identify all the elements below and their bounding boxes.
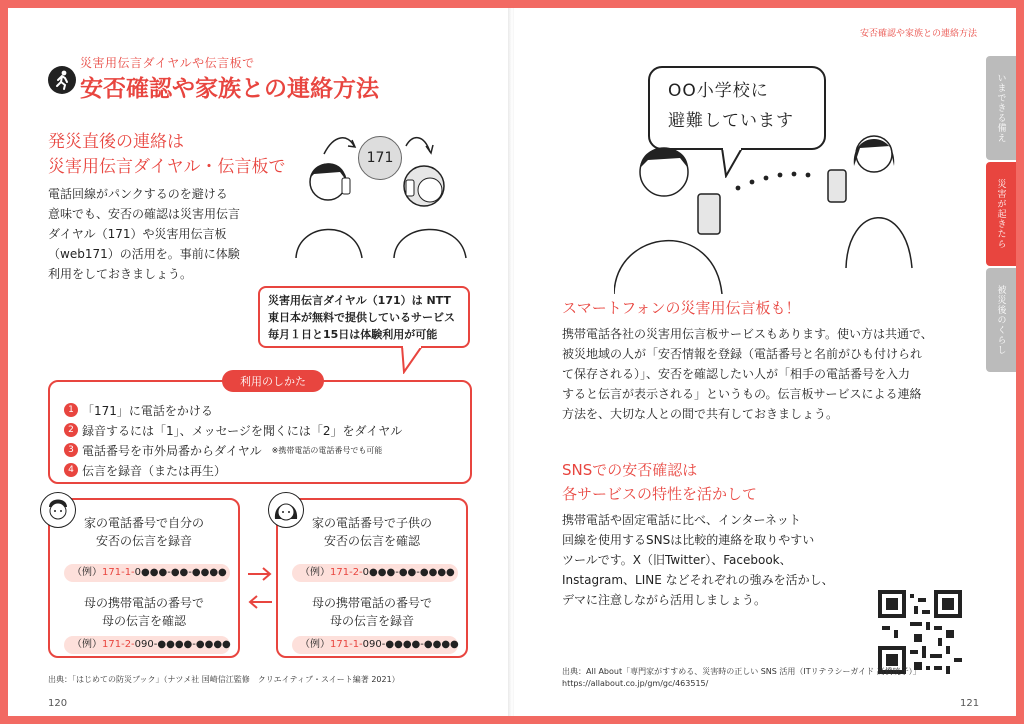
card-text-line: 母の伝言を確認 bbox=[101, 614, 186, 628]
paragraph-line: デマに注意しながら活用しましょう。 bbox=[562, 593, 767, 607]
smartphone-message-illustration bbox=[614, 128, 914, 294]
section-heading-smartphone: スマートフォンの災害用伝言板も！ bbox=[562, 299, 801, 317]
paragraph-line: 回線を使用するSNSは比較的連絡を取りやすい bbox=[562, 533, 815, 547]
example-rest: 0●●●-●●-●●●● bbox=[362, 567, 455, 578]
callout-line: 毎月１日と15日は体験利用が可能 bbox=[268, 328, 438, 341]
step-note: ※携帯電話の電話番号でも可能 bbox=[271, 445, 383, 455]
example-number bbox=[64, 636, 230, 654]
chapter-tab-disaster[interactable]: 災害が起きたら bbox=[986, 162, 1016, 266]
example-prefix: （例） bbox=[300, 567, 330, 578]
callout-line: 災害用伝言ダイヤル（171）は NTT bbox=[268, 294, 451, 307]
paragraph-line: 被災地域の人が「安否情報を登録（電話番号と名前がひも付けられ bbox=[562, 347, 923, 361]
paragraph-line: 方法を、大切な人との間で共有しておきましょう。 bbox=[562, 407, 839, 421]
card-text-line: 母の携帯電話の番号で bbox=[83, 596, 204, 610]
example-prefix: （例） bbox=[300, 639, 330, 650]
running-person-icon bbox=[48, 66, 76, 94]
callout-line: 東日本が無料で提供しているサービス bbox=[268, 311, 455, 324]
step-number-badge: 4 bbox=[64, 463, 78, 477]
section-heading bbox=[48, 130, 286, 180]
paragraph-line: すると伝言が表示される」というもの。伝言板サービスによる連絡 bbox=[562, 387, 922, 401]
example-number bbox=[292, 564, 458, 582]
step-number-badge: 2 bbox=[64, 423, 78, 437]
running-head: 安否確認や家族との連絡方法 bbox=[860, 29, 978, 39]
usage-steps-box bbox=[48, 375, 472, 484]
page-kicker: 災害用伝言ダイヤルや伝言板で bbox=[80, 56, 255, 70]
card-text-line: 母の伝言を録音 bbox=[329, 614, 414, 628]
example-rest: 0●●●-●●-●●●● bbox=[134, 567, 227, 578]
paragraph-line: 電話回線がパンクするのを避ける bbox=[48, 187, 228, 201]
paragraph-line: 携帯電話や固定電話に比べ、インターネット bbox=[562, 513, 801, 527]
example-card-child bbox=[276, 498, 468, 658]
page-number: 120 bbox=[48, 698, 68, 709]
source-citation bbox=[562, 666, 921, 690]
step-text: 電話番号を市外局番からダイヤル bbox=[82, 443, 262, 458]
example-code: 171-2- bbox=[330, 567, 363, 578]
section-heading-line: SNSでの安否確認は bbox=[562, 461, 698, 479]
qr-code[interactable] bbox=[878, 590, 962, 674]
source-url[interactable]: https://allabout.co.jp/gm/gc/463515/ bbox=[562, 679, 709, 688]
step-text: 録音するには「1」、メッセージを聞くには「2」をダイヤル bbox=[82, 423, 403, 438]
paragraph-line: ダイヤル（171）や災害用伝言板 bbox=[48, 227, 227, 241]
right-page bbox=[514, 8, 1016, 716]
example-code: 171-2- bbox=[102, 639, 135, 650]
section-heading-sns bbox=[562, 458, 757, 506]
info-callout bbox=[258, 286, 470, 348]
paragraph-line: （web171）の活用を。事前に体験 bbox=[48, 247, 240, 261]
source-citation: 出典：「はじめての防災ブック」（ナツメ社 国崎信江監修 クリエイティブ・スイート編著 2021） bbox=[48, 675, 400, 684]
call-number-bubble: 171 bbox=[358, 136, 402, 180]
exchange-arrows-icon bbox=[246, 564, 274, 612]
usage-label: 利用のしかた bbox=[222, 370, 324, 392]
paragraph-line: 意味でも、安否の確認は災害用伝言 bbox=[48, 207, 241, 221]
step-text: 「171」に電話をかける bbox=[82, 403, 213, 418]
left-page bbox=[8, 8, 510, 716]
step-number-badge: 3 bbox=[64, 443, 78, 457]
section-heading-line: 災害用伝言ダイヤル・伝言板で bbox=[48, 157, 286, 177]
speech-line: 避難しています bbox=[668, 111, 794, 131]
card-text-line: 家の電話番号で自分の bbox=[83, 516, 204, 530]
page-title: 安否確認や家族との連絡方法 bbox=[80, 76, 379, 102]
example-code: 171-1- bbox=[330, 639, 363, 650]
intro-paragraph bbox=[48, 184, 260, 284]
paragraph-line: て保存される）」、安否を確認したい人が「相手の電話番号を入力 bbox=[562, 367, 911, 381]
chapter-tab-after-disaster[interactable]: 被災後のくらし bbox=[986, 268, 1016, 372]
example-rest: 090-●●●●-●●●● bbox=[362, 639, 459, 650]
page-number: 121 bbox=[960, 698, 980, 709]
example-prefix: （例） bbox=[72, 639, 102, 650]
chapter-tab-preparation[interactable]: いまできる備え bbox=[986, 56, 1016, 160]
step-text: 伝言を録音（または再生） bbox=[82, 463, 227, 478]
paragraph-line: 携帯電話各社の災害用伝言板サービスもあります。使い方は共通で、 bbox=[562, 327, 933, 341]
usage-step bbox=[64, 400, 456, 420]
example-number bbox=[64, 564, 230, 582]
paragraph-line: Instagram、LINE などそれぞれの強みを活かし、 bbox=[562, 573, 834, 587]
chapter-tabs bbox=[986, 56, 1016, 374]
card-text-line: 安否の伝言を録音 bbox=[95, 534, 192, 548]
smartphone-paragraph bbox=[562, 324, 974, 424]
paragraph-line: ツールです。X（旧Twitter）、Facebook、 bbox=[562, 553, 792, 567]
example-prefix: （例） bbox=[72, 567, 102, 578]
section-heading-line: 各サービスの特性を活かして bbox=[562, 485, 758, 503]
card-text-line: 安否の伝言を確認 bbox=[323, 534, 420, 548]
speech-line: OO小学校に bbox=[668, 81, 769, 101]
sns-paragraph bbox=[562, 510, 850, 610]
example-code: 171-1- bbox=[102, 567, 135, 578]
card-text-line: 家の電話番号で子供の bbox=[311, 516, 432, 530]
source-line: 出典：All About「専門家がすすめる、災害時の正しい SNS 活用（ITリテラシーガイド 高橋暁子）」 bbox=[562, 667, 921, 676]
example-number bbox=[292, 636, 458, 654]
usage-step bbox=[64, 420, 456, 440]
paragraph-line: 利用をしておきましょう。 bbox=[48, 267, 193, 281]
callout-tail bbox=[400, 346, 426, 374]
usage-step bbox=[64, 440, 456, 460]
section-heading-line: 発災直後の連絡は bbox=[48, 132, 184, 152]
usage-step bbox=[64, 460, 456, 480]
step-number-badge: 1 bbox=[64, 403, 78, 417]
example-card-parent bbox=[48, 498, 240, 658]
example-rest: 090-●●●●-●●●● bbox=[134, 639, 231, 650]
card-text-line: 母の携帯電話の番号で bbox=[311, 596, 432, 610]
